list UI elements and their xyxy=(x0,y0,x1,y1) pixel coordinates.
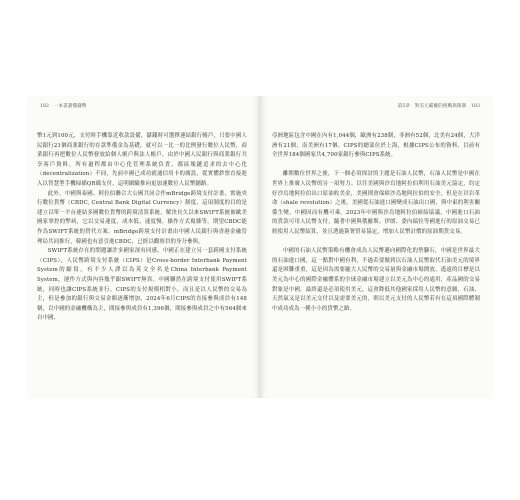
paragraph: SWIFT系統存在的問題讓許多國家深有同感，中國正在建立另一套跨國支付系統（CIPS），人民幣跨境支付系統（CIPS）是Cross-border Interbank Payment System的縮寫，有不少人譯以為英文全名是China Interbank Payment System，運作方式與內容幾乎跟SWIFT無異。中國聯然在跨境支付使用SWIFT系統，同時也讓CIPS系統並行，CIPS的支付規模相對小，而且是以人民幣的交易為主，但是參加的銀行與交易金額逐漸增加，2024年6月CIPS的直接參與成員有148個，以中國的金融機構為主，間接參與成員有1,396個，間接參與成員之中有564個來自中國、 xyxy=(37,248,247,322)
paragraph: 亞洲地區包含中國在內有1,044個，歐洲有238個，非洲有52個，北美有24個，大洋洲有21個，南美洲有17個。CIPS的總部位於上海，根據CIPS公布的資料，目前有全世界184個國家共4,700家銀行參與CIPS系統。 xyxy=(272,133,480,159)
left-page-header xyxy=(37,103,87,109)
paragraph: 幣1元到100元，支付時手機靠近收款設備，儲錢時可選擇連結銀行帳戶，只要中國人民銀行21個商業銀行的存款準備金為基礎，就可以一比一的比例發行數位人民幣，商業銀行再把數位人民幣發放給個人帳戶與法人帳戶，由於中國人民銀行與商業銀行共享客戶資料，所有過程都由中心化管理系統負責，都區塊鏈追求的去中心化（decentralization）不同，先前中國已成功就通信用卡的廣設，從實體鈔票直接進入以智慧型手機掃描QR碼支付，這明網驗推向更加速數位人民幣鋪路。 xyxy=(37,133,247,187)
paragraph: 離開數位世界之後，下一個必須探討的主題是石油人民幣，石油人民幣是中國在世界上推廣人民幣的另一項努力。以往美國與沙烏地阿拉伯利用石油美元協定，約定好沙烏地阿拉伯出口原油收美金，美國則會保障沙烏地阿拉伯的安全，但是在頁岩革命（shale revolution）之後，美國從石油進口國變成石油出口國，與中東的利害關係生變，中國因而有機可乘。2023年中國與沙烏地阿拉伯締結協議，中國進口石油的貨款可用人民幣支付，隨著中國與俄羅斯、伊朗、委內瑞拉等國進行的原油交易已經使用人民幣結算，並且透過簽署貿易協定，增加人民幣計價的原油期貨交易。 xyxy=(272,171,480,235)
right-page-number: 183 xyxy=(470,104,480,109)
book-spread xyxy=(27,96,493,398)
left-page-number: 182 xyxy=(40,104,50,109)
right-page-header xyxy=(398,103,483,109)
right-running-title: 第5章 對美元霸權的挑戰與限制 xyxy=(397,104,467,109)
paragraph: 中國的石油人民幣策略有機會成為人民幣邁向國際化的墊腳石，中國是世界最大的石油進口國，這一點對中國有利，不過若要做到以石油人民幣取代石油美元的境界還是困難重重，這是因為需要龐大人民幣的交易量與金融市場開放，遙遠的目標是以美元為中心的國際金融體系的全球金融市場建立以美元為中心的通用，產品國的交易對象是中國，最終還是必須使用美元，這會降低其他國家採用人民幣的意願，石油、天然氣又是以美元交付以及需要美元的，則以美元支付的人民幣若有在這項國際體制中成功成為一種小小的貨幣之路。 xyxy=(272,248,480,312)
paragraph: 此外，中國與泰國、阿拉伯聯合大公國共同合作mBridge跨境支付計畫，實施央行數位貨幣（CBDC, Central Bank Digital Currency）制度，這項制度的目的是建立以單一平台連結多國數位貨幣的跨境清算系統，解決長久以來SWIFT系統被歐美國家掌控的弊病，它以交易速度、成本低、速度慢、操作方式複雜等，期望CBDC能作為SWIFT系統的替代方案。mBridge跨境支付計畫由中國人民銀行與香港金融管理局共同推行，韓國也有意引進CBDC，已經以觀察員的身分參與。 xyxy=(37,190,247,245)
left-page xyxy=(27,96,260,398)
left-running-title: 一本書讀懂錢幣 xyxy=(53,104,87,109)
right-page xyxy=(260,96,493,398)
left-page-body xyxy=(37,132,247,324)
right-page-body xyxy=(272,132,480,314)
